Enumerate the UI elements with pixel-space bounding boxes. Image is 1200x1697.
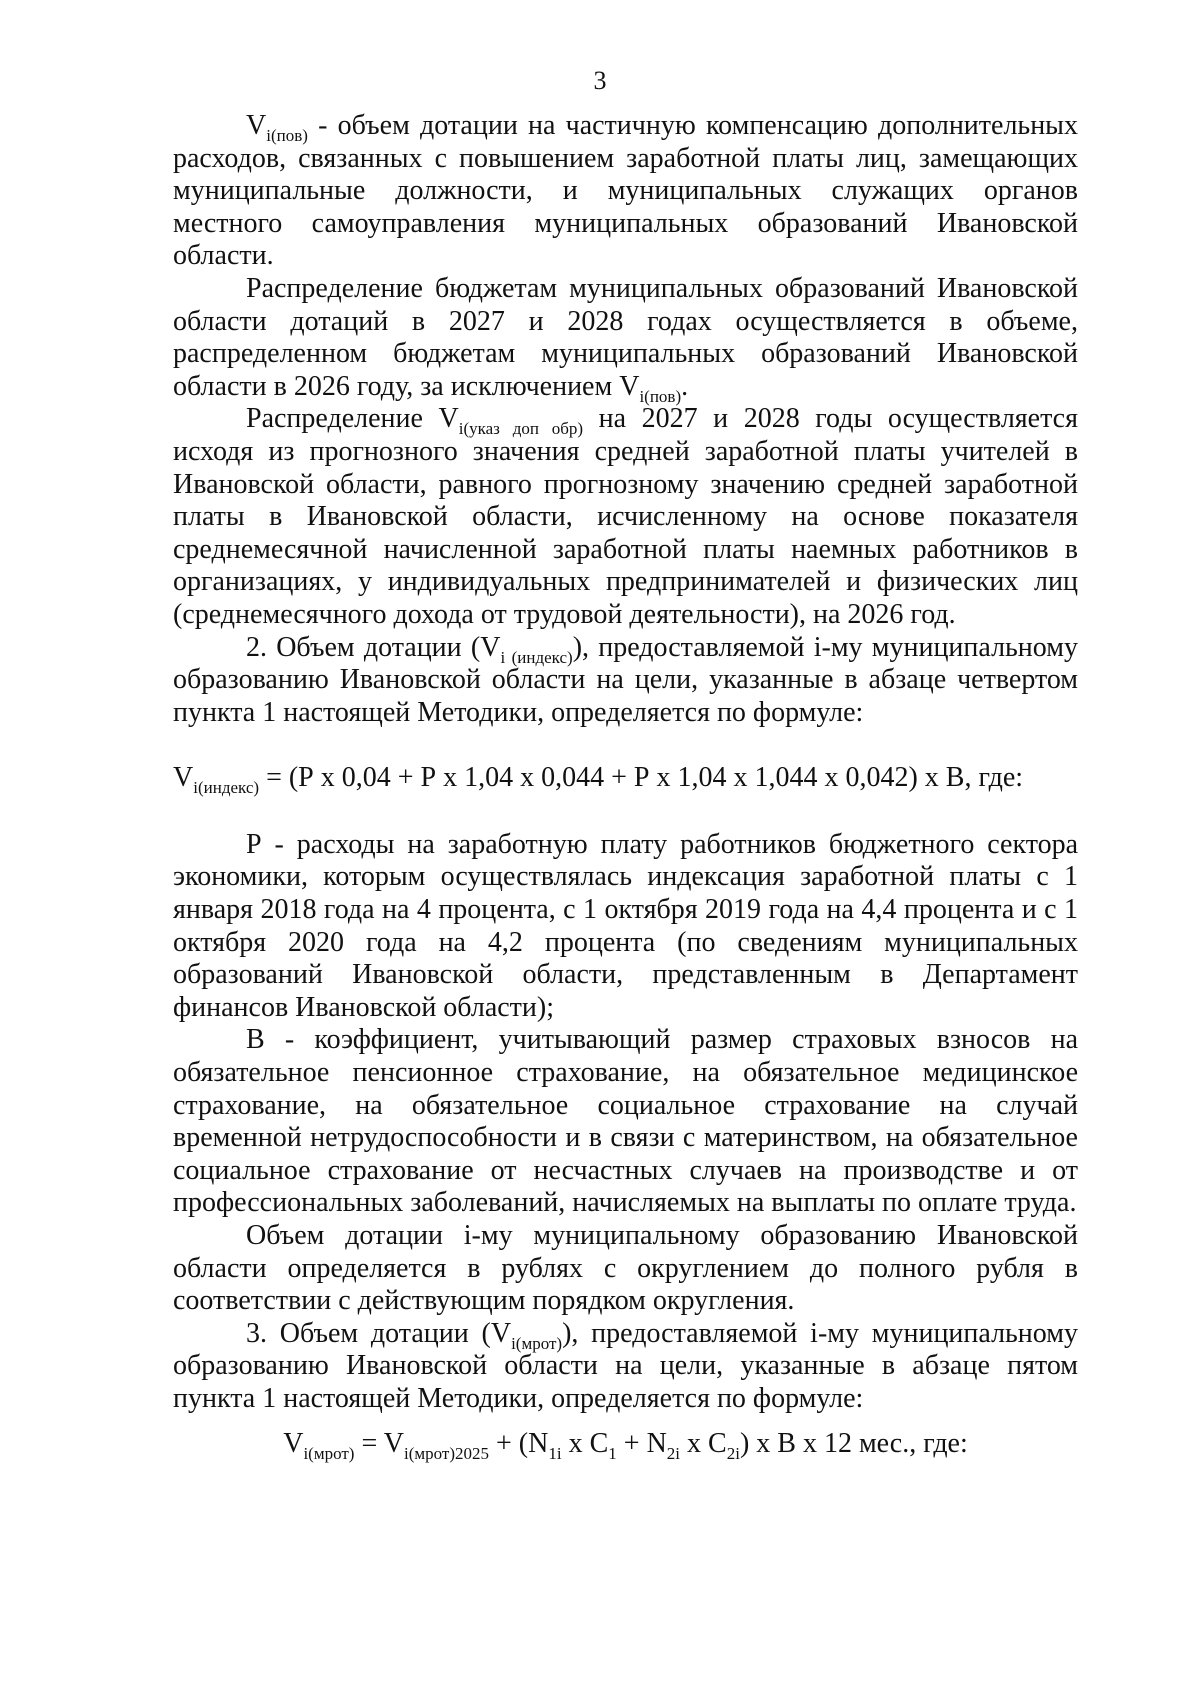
variable: V	[383, 1427, 404, 1459]
paragraph-distribution-ukaz	[173, 403, 1078, 631]
variable: V	[619, 370, 640, 402]
variable-subscript: 2i	[666, 1443, 681, 1463]
paragraph-section-2	[173, 632, 1078, 730]
formula-mrot	[173, 1428, 1078, 1461]
variable-subscript: i(пов)	[266, 126, 308, 145]
paragraph-p-definition: Р - расходы на заработную плату работников бюджетного сектора экономики, которым осуществлялась индексация заработной платы с 1 января 2018 года на 4 процента, с 1 октября 2019 года на 4,4 процента и с 1 октября 2020 года на 4,2 процента (по сведениям муниципальных образований Ивановской области, представленным в Департамент финансов Ивановской области);	[173, 828, 1078, 1023]
paragraph-section-3	[173, 1318, 1078, 1416]
variable: V	[173, 762, 194, 794]
variable-subscript: i(мрот)	[511, 1333, 563, 1353]
paragraph-v-pov-definition	[173, 110, 1078, 273]
formula-text: + N	[616, 1427, 667, 1459]
variable: V	[438, 403, 459, 435]
variable: V	[246, 110, 267, 141]
variable: V	[490, 1317, 512, 1349]
spacer	[173, 729, 1078, 762]
formula-text: =	[354, 1427, 384, 1459]
paragraph-distribution-2027-2028	[173, 272, 1078, 406]
paragraph-lead: 3. Объем дотации (	[246, 1317, 491, 1349]
variable-subscript: i(пов)	[639, 386, 682, 406]
paragraph-text: - объем дотации на частичную компенсацию дополнительных расходов, связанных с повышением заработной платы лиц, замещающих муниципальные должности, и муниципальных служащих органов местного самоуправления муниципальных образований Ивановской области.	[173, 110, 1078, 272]
paragraph-lead: 2. Объем дотации (	[246, 631, 481, 663]
variable-subscript: 1i	[548, 1443, 562, 1463]
paragraph-text: ), предоставляемой i-му муниципальному образованию Ивановской области на цели, указанные в абзаце четвертом пункта 1 настоящей Методики, определяется по формуле:	[173, 631, 1078, 728]
variable-subscript: 2i	[726, 1443, 740, 1463]
formula-index	[173, 762, 1078, 798]
variable-subscript: i(мрот)	[303, 1443, 355, 1463]
formula-text: х С	[561, 1427, 609, 1459]
paragraph-lead: Распределение	[246, 403, 439, 435]
formula-text: = (Р х 0,04 + Р х 1,04 х 0,044 + Р х 1,04 х 1,044 х 0,042) х В, где:	[259, 762, 1024, 794]
document-body	[173, 110, 1078, 1463]
paragraph-b-definition: В - коэффициент, учитывающий размер страховых взносов на обязательное пенсионное страхование, на обязательное медицинское страхование, на обязательное социальное страхование на случай временной нетрудоспособности и в связи с материнством, на обязательное социальное страхование от несчастных случаев на производстве и от профессиональных заболеваний, начисляемых на выплаты по оплате труда.	[173, 1024, 1078, 1219]
paragraph-end: .	[681, 370, 689, 402]
formula-text: + (N	[489, 1427, 549, 1459]
paragraph-text: Распределение бюджетам муниципальных образований Ивановской области дотаций в 2027 и 2028 годах осуществляется в объеме, распределенном бюджетам муниципальных образований Ивановской области в 2026 году, за исключением	[173, 272, 1078, 402]
variable: V	[480, 631, 501, 663]
paragraph-text: на 2027 и 2028 годы осуществляется исходя из прогнозного значения средней заработной платы учителей в Ивановской области, равного прогнозному значению средней заработной платы в Ивановской области, исчисленному на основе показателя среднемесячной начисленной заработной платы наемных работников в организациях, у индивидуальных предпринимателей и физических лиц (среднемесячного дохода от трудовой деятельности), на 2026 год.	[173, 403, 1078, 630]
formula-text: х С	[680, 1427, 727, 1459]
spacer	[173, 795, 1078, 829]
paragraph-text: ), предоставляемой i-му муниципальному образованию Ивановской области на цели, указанные в абзаце пятом пункта 1 настоящей Методики, определяется по формуле:	[173, 1317, 1078, 1414]
variable-subscript: i(мрот)2025	[404, 1443, 490, 1463]
variable: V	[283, 1427, 304, 1459]
variable-subscript: i(индекс)	[193, 778, 260, 798]
spacer	[173, 1416, 1078, 1428]
paragraph-rounding: Объем дотации i-му муниципальному образованию Ивановской области определяется в рублях с округлением до полного рубля в соответствии с действующим порядком округления.	[173, 1220, 1078, 1317]
page-number: 3	[593, 66, 607, 95]
formula-text: ) х В х 12 мес., где:	[739, 1427, 968, 1459]
variable-subscript: 1	[608, 1443, 617, 1463]
variable-subscript: i(указ доп обр)	[458, 419, 584, 439]
variable-subscript: i (индекс)	[500, 647, 573, 667]
